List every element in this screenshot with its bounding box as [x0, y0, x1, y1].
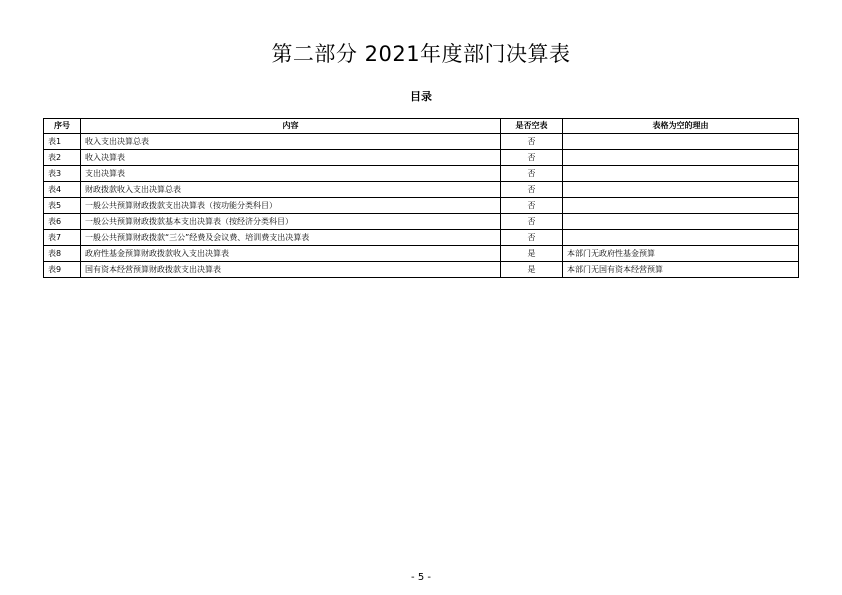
row-content: 财政拨款收入支出决算总表: [81, 182, 501, 198]
row-content: 政府性基金预算财政拨款收入支出决算表: [81, 246, 501, 262]
header-no: 序号: [44, 119, 81, 134]
row-reason: [563, 230, 799, 246]
row-empty: 否: [501, 214, 563, 230]
row-empty: 否: [501, 166, 563, 182]
row-reason: [563, 198, 799, 214]
row-reason: 本部门无政府性基金预算: [563, 246, 799, 262]
row-reason: 本部门无国有资本经营预算: [563, 262, 799, 278]
row-reason: [563, 182, 799, 198]
catalog-table: [43, 118, 799, 278]
table-row: [44, 198, 799, 214]
row-content: 国有资本经营预算财政拨款支出决算表: [81, 262, 501, 278]
table-row: [44, 150, 799, 166]
row-content: 支出决算表: [81, 166, 501, 182]
row-no: 表8: [44, 246, 81, 262]
table-row: [44, 246, 799, 262]
row-reason: [563, 166, 799, 182]
row-empty: 否: [501, 150, 563, 166]
row-no: 表7: [44, 230, 81, 246]
table-of-contents-heading: 目录: [410, 90, 432, 103]
row-no: 表3: [44, 166, 81, 182]
document-title: 第二部分 2021年度部门决算表: [271, 42, 571, 66]
table-header-row: [44, 119, 799, 134]
row-content: 一般公共预算财政拨款基本支出决算表（按经济分类科目）: [81, 214, 501, 230]
row-reason: [563, 214, 799, 230]
row-no: 表2: [44, 150, 81, 166]
header-empty: 是否空表: [501, 119, 563, 134]
header-reason: 表格为空的理由: [563, 119, 799, 134]
row-no: 表5: [44, 198, 81, 214]
row-empty: 否: [501, 182, 563, 198]
row-empty: 否: [501, 134, 563, 150]
row-no: 表1: [44, 134, 81, 150]
table-row: [44, 182, 799, 198]
table-row: [44, 214, 799, 230]
table-row: [44, 262, 799, 278]
row-content: 收入决算表: [81, 150, 501, 166]
page-number: - 5 -: [411, 572, 431, 583]
row-empty: 否: [501, 198, 563, 214]
row-empty: 是: [501, 246, 563, 262]
row-content: 一般公共预算财政拨款“三公”经费及会议费、培训费支出决算表: [81, 230, 501, 246]
table-row: [44, 230, 799, 246]
row-no: 表6: [44, 214, 81, 230]
row-no: 表4: [44, 182, 81, 198]
table-row: [44, 134, 799, 150]
row-content: 一般公共预算财政拨款支出决算表（按功能分类科目）: [81, 198, 501, 214]
table-row: [44, 166, 799, 182]
row-empty: 否: [501, 230, 563, 246]
row-empty: 是: [501, 262, 563, 278]
row-no: 表9: [44, 262, 81, 278]
row-content: 收入支出决算总表: [81, 134, 501, 150]
row-reason: [563, 134, 799, 150]
row-reason: [563, 150, 799, 166]
header-content: 内容: [81, 119, 501, 134]
